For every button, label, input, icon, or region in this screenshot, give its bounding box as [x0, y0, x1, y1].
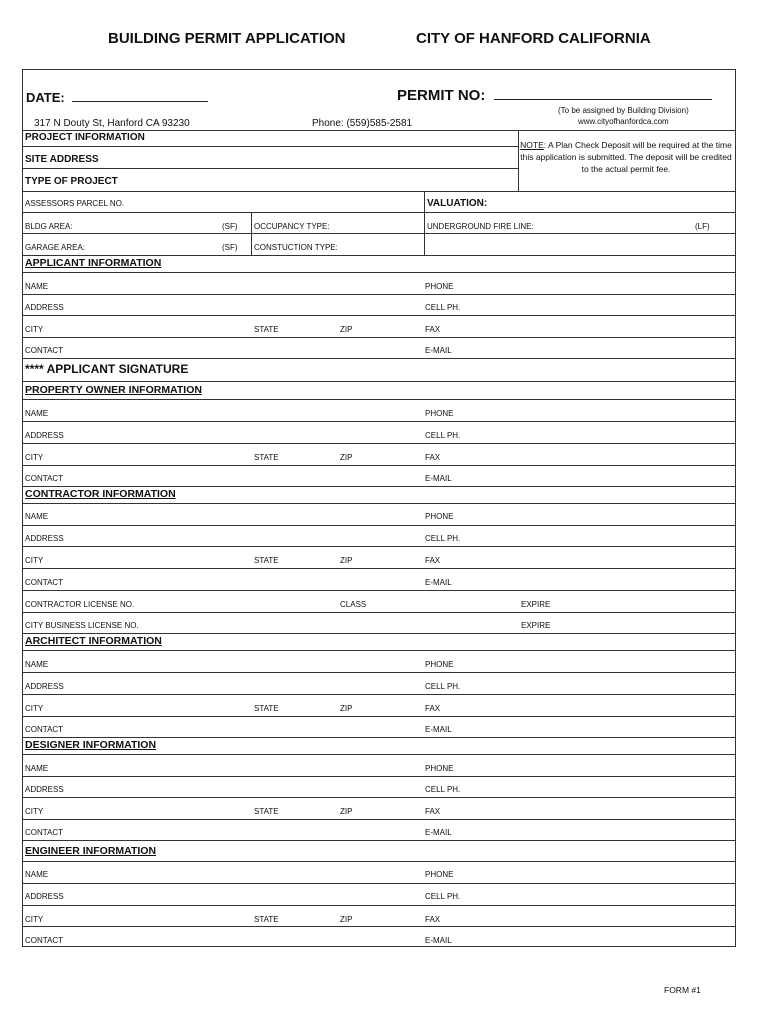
contractor-email-label[interactable]: E-MAIL: [425, 578, 452, 587]
architect-zip-label[interactable]: ZIP: [340, 704, 353, 713]
assessors-parcel-label[interactable]: ASSESSORS PARCEL NO.: [25, 199, 125, 208]
owner-address-label[interactable]: ADDRESS: [25, 431, 64, 440]
garage-area-unit: (SF): [222, 243, 238, 252]
contractor-license-label[interactable]: CONTRACTOR LICENSE NO.: [25, 600, 135, 609]
contractor-fax-label[interactable]: FAX: [425, 556, 441, 565]
applicant-zip-label[interactable]: ZIP: [340, 325, 353, 334]
architect-email-label[interactable]: E-MAIL: [425, 725, 452, 734]
applicant-address-label[interactable]: ADDRESS: [25, 303, 64, 312]
architect-address-label[interactable]: ADDRESS: [25, 682, 64, 691]
architect-state-label[interactable]: STATE: [254, 704, 279, 713]
garage-area-label[interactable]: GARAGE AREA:: [25, 243, 86, 252]
applicant-phone-label[interactable]: PHONE: [425, 282, 454, 291]
owner-fax-label[interactable]: FAX: [425, 453, 441, 462]
engineer-city-label[interactable]: CITY: [25, 915, 44, 924]
designer-phone-label[interactable]: PHONE: [425, 764, 454, 773]
owner-email-label[interactable]: E-MAIL: [425, 474, 452, 483]
contractor-license-expire-label[interactable]: EXPIRE: [521, 600, 551, 609]
applicant-state-label[interactable]: STATE: [254, 325, 279, 334]
applicant-cell-label[interactable]: CELL PH.: [425, 303, 461, 312]
designer-fax-label[interactable]: FAX: [425, 807, 441, 816]
designer-name-label[interactable]: NAME: [25, 764, 49, 773]
contractor-city-label[interactable]: CITY: [25, 556, 44, 565]
architect-fax-label[interactable]: FAX: [425, 704, 441, 713]
contractor-phone-label[interactable]: PHONE: [425, 512, 454, 521]
owner-zip-label[interactable]: ZIP: [340, 453, 353, 462]
architect-city-label[interactable]: CITY: [25, 704, 44, 713]
architect-cell-label[interactable]: CELL PH.: [425, 682, 461, 691]
project-section-title: PROJECT INFORMATION: [25, 132, 145, 143]
permit-field[interactable]: [397, 87, 712, 104]
fire-line-label[interactable]: UNDERGROUND FIRE LINE:: [427, 222, 534, 231]
designer-cell-label[interactable]: CELL PH.: [425, 785, 461, 794]
permit-line: [494, 99, 712, 100]
owner-cell-label[interactable]: CELL PH.: [425, 431, 461, 440]
fire-line-unit: (LF): [695, 222, 710, 231]
engineer-address-label[interactable]: ADDRESS: [25, 892, 64, 901]
owner-section-title: PROPERTY OWNER INFORMATION: [25, 384, 202, 396]
date-line: [72, 101, 208, 102]
applicant-name-label[interactable]: NAME: [25, 282, 49, 291]
contractor-section-title: CONTRACTOR INFORMATION: [25, 488, 176, 500]
form-title: BUILDING PERMIT APPLICATION: [108, 30, 346, 47]
form-number: FORM #1: [664, 985, 701, 995]
office-phone: Phone: (559)585-2581: [312, 118, 413, 129]
applicant-email-label[interactable]: E-MAIL: [425, 346, 452, 355]
applicant-city-label[interactable]: CITY: [25, 325, 44, 334]
permit-label: PERMIT NO:: [397, 87, 486, 104]
architect-section-title: ARCHITECT INFORMATION: [25, 635, 162, 647]
applicant-signature-label[interactable]: **** APPLICANT SIGNATURE: [25, 362, 189, 376]
engineer-cell-label[interactable]: CELL PH.: [425, 892, 461, 901]
designer-contact-label[interactable]: CONTACT: [25, 828, 64, 837]
owner-contact-label[interactable]: CONTACT: [25, 474, 64, 483]
contractor-class-label[interactable]: CLASS: [340, 600, 367, 609]
owner-city-label[interactable]: CITY: [25, 453, 44, 462]
engineer-contact-label[interactable]: CONTACT: [25, 936, 64, 945]
bldg-area-label[interactable]: BLDG AREA:: [25, 222, 73, 231]
occupancy-type-label[interactable]: OCCUPANCY TYPE:: [254, 222, 330, 231]
business-license-expire-label[interactable]: EXPIRE: [521, 621, 551, 630]
engineer-email-label[interactable]: E-MAIL: [425, 936, 452, 945]
site-address-label[interactable]: SITE ADDRESS: [25, 154, 99, 165]
engineer-state-label[interactable]: STATE: [254, 915, 279, 924]
engineer-section-title: ENGINEER INFORMATION: [25, 845, 157, 857]
designer-state-label[interactable]: STATE: [254, 807, 279, 816]
office-address: 317 N Douty St, Hanford CA 93230: [34, 118, 190, 129]
type-of-project-label[interactable]: TYPE OF PROJECT: [25, 176, 118, 187]
date-label: DATE:: [26, 90, 65, 105]
website: www.cityofhanfordca.com: [578, 117, 669, 126]
owner-name-label[interactable]: NAME: [25, 409, 49, 418]
permit-note: (To be assigned by Building Division): [558, 106, 689, 115]
valuation-label[interactable]: VALUATION:: [427, 198, 488, 209]
contractor-contact-label[interactable]: CONTACT: [25, 578, 64, 587]
designer-email-label[interactable]: E-MAIL: [425, 828, 452, 837]
contractor-zip-label[interactable]: ZIP: [340, 556, 353, 565]
contractor-state-label[interactable]: STATE: [254, 556, 279, 565]
date-field[interactable]: [26, 90, 208, 105]
form-frame: [22, 69, 736, 947]
owner-phone-label[interactable]: PHONE: [425, 409, 454, 418]
engineer-name-label[interactable]: NAME: [25, 870, 49, 879]
designer-address-label[interactable]: ADDRESS: [25, 785, 64, 794]
city-title: CITY OF HANFORD CALIFORNIA: [416, 30, 651, 47]
bldg-area-unit: (SF): [222, 222, 238, 231]
business-license-label[interactable]: CITY BUSINESS LICENSE NO.: [25, 621, 139, 630]
owner-state-label[interactable]: STATE: [254, 453, 279, 462]
engineer-phone-label[interactable]: PHONE: [425, 870, 454, 879]
contractor-cell-label[interactable]: CELL PH.: [425, 534, 461, 543]
construction-type-label[interactable]: CONSTUCTION TYPE:: [254, 243, 338, 252]
applicant-fax-label[interactable]: FAX: [425, 325, 441, 334]
designer-city-label[interactable]: CITY: [25, 807, 44, 816]
designer-section-title: DESIGNER INFORMATION: [25, 739, 157, 751]
engineer-fax-label[interactable]: FAX: [425, 915, 441, 924]
contractor-name-label[interactable]: NAME: [25, 512, 49, 521]
deposit-note: NOTE: A Plan Check Deposit will be required at the time this application is submitted. The deposit will be credited to the actual permit fee.: [520, 140, 732, 174]
contractor-address-label[interactable]: ADDRESS: [25, 534, 64, 543]
designer-zip-label[interactable]: ZIP: [340, 807, 353, 816]
architect-contact-label[interactable]: CONTACT: [25, 725, 64, 734]
applicant-contact-label[interactable]: CONTACT: [25, 346, 64, 355]
applicant-section-title: APPLICANT INFORMATION: [25, 257, 162, 269]
architect-name-label[interactable]: NAME: [25, 660, 49, 669]
engineer-zip-label[interactable]: ZIP: [340, 915, 353, 924]
architect-phone-label[interactable]: PHONE: [425, 660, 454, 669]
